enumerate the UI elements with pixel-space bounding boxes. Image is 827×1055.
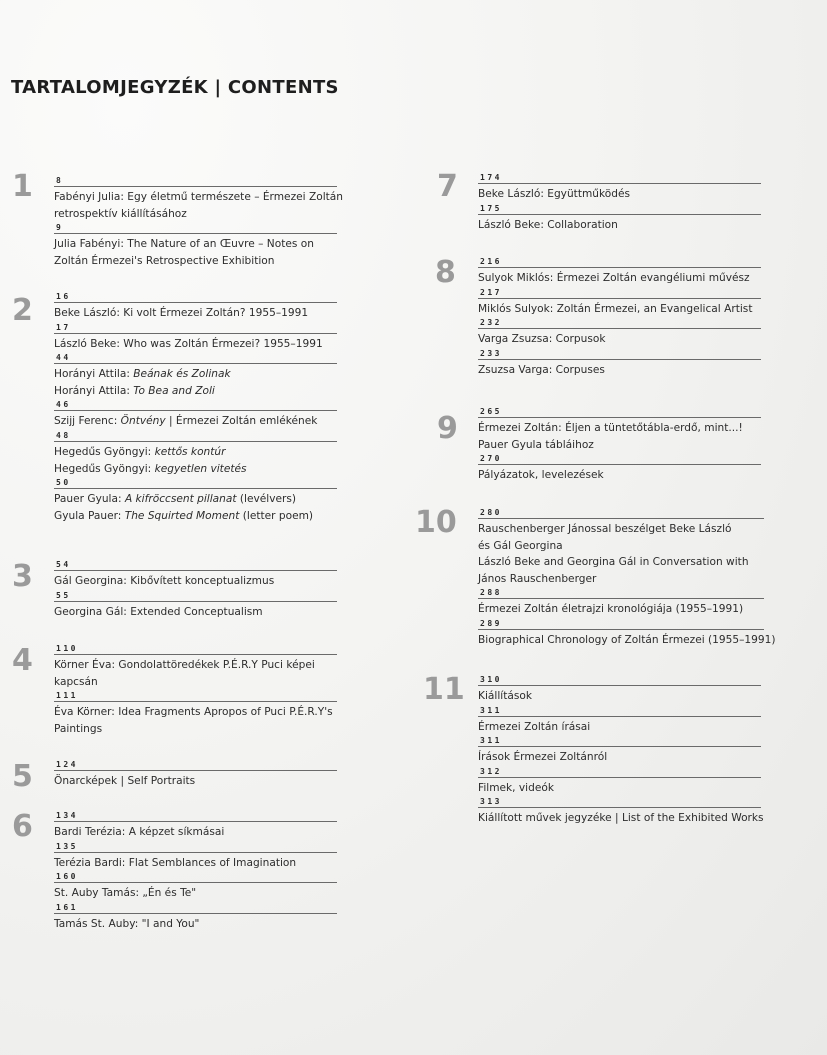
entry-title-line: Érmezei Zoltán életrajzi kronológiája (1955–1991)	[478, 603, 744, 616]
page-number: 175	[480, 203, 502, 213]
divider-rule	[54, 441, 337, 442]
entry-title-line: Zoltán Érmezei's Retrospective Exhibition	[54, 254, 275, 267]
divider-rule	[54, 821, 337, 822]
section-entries	[54, 291, 337, 524]
section-entries	[54, 759, 337, 790]
entry-title-line: és Gál Georgina	[478, 539, 563, 552]
toc-entry	[54, 352, 337, 399]
page-number: 55	[56, 590, 71, 600]
entry-title-line: Horányi Attila: To Bea and Zoli	[54, 384, 215, 397]
toc-entry	[54, 322, 337, 353]
entry-title-line: Érmezei Zoltán: Éljen a tüntetőtábla-erdő, mint...!	[478, 422, 743, 434]
page-number: 217	[480, 287, 502, 297]
toc-entry	[54, 590, 337, 621]
section-number: 8	[435, 255, 456, 290]
entry-title-line: Tamás St. Auby: "I and You"	[54, 917, 200, 930]
page-number: 16	[56, 292, 71, 301]
page-number: 311	[480, 705, 502, 715]
entry-title-line: Írások Érmezei Zoltánról	[478, 751, 608, 764]
page-number: 216	[480, 257, 502, 266]
page-number: 44	[56, 353, 71, 363]
section-number: 5	[12, 759, 33, 794]
entry-title-line: St. Auby Tamás: „Én és Te"	[54, 887, 197, 900]
entry-title-line: Julia Fabényi: The Nature of an Œuvre – Notes on	[54, 238, 314, 251]
toc-entry	[478, 766, 761, 797]
divider-rule	[54, 233, 337, 234]
divider-rule	[54, 570, 337, 571]
entry-title-line: Gál Georgina: Kibővített konceptualizmus	[54, 575, 275, 587]
toc-entry	[54, 810, 337, 841]
entry-title-line: Hegedűs Gyöngyi: kegyetlen vitetés	[54, 462, 247, 475]
page-number: 311	[480, 736, 502, 746]
entry-title-line: Zsuzsa Varga: Corpuses	[478, 363, 605, 376]
page-number: 161	[56, 902, 78, 912]
entry-title-line: retrospektív kiállításához	[54, 207, 187, 220]
toc-entry	[54, 643, 337, 690]
entry-title-line: Éva Körner: Idea Fragments Apropos of Puci P.É.R.Y's	[54, 706, 333, 719]
entry-title-line: Gyula Pauer: The Squirted Moment (letter poem)	[54, 509, 314, 522]
entry-title-line: Varga Zsuzsa: Corpusok	[478, 333, 606, 346]
divider-rule	[478, 417, 761, 418]
divider-rule	[478, 685, 761, 686]
page-number: 50	[56, 478, 71, 488]
page-number: 280	[480, 508, 502, 517]
page-title: TARTALOMJEGYZÉK | CONTENTS	[11, 77, 339, 98]
page-number: 288	[480, 588, 502, 598]
divider-rule	[478, 777, 761, 778]
divider-rule	[54, 302, 337, 303]
divider-rule	[54, 488, 337, 489]
toc-entry	[54, 399, 337, 430]
page-number: 46	[56, 400, 71, 410]
divider-rule	[478, 359, 761, 360]
toc-entry	[54, 871, 337, 902]
entry-title-line: Beke László: Ki volt Érmezei Zoltán? 1955–1991	[54, 307, 309, 319]
toc-entry	[54, 291, 337, 322]
toc-entry	[478, 287, 761, 318]
entry-title-line: Érmezei Zoltán írásai	[478, 720, 591, 733]
page-number: 270	[480, 454, 502, 464]
page-number: 313	[480, 797, 502, 807]
page-number: 135	[56, 841, 78, 851]
toc-entry	[54, 477, 337, 524]
entry-title-line: Miklós Sulyok: Zoltán Érmezei, an Evangelical Artist	[478, 302, 753, 315]
entry-title-line: Hegedűs Gyöngyi: kettős kontúr	[54, 445, 226, 458]
toc-entry	[478, 317, 761, 348]
entry-title-line: János Rauschenberger	[478, 572, 597, 585]
divider-rule	[54, 882, 337, 883]
entry-title-line: Kiállítások	[478, 690, 532, 702]
divider-rule	[478, 716, 761, 717]
page-number: 134	[56, 811, 78, 820]
entry-title-line: Biographical Chronology of Zoltán Érmezei (1955–1991)	[478, 633, 776, 646]
page-number: 289	[480, 618, 502, 628]
toc-entry	[478, 735, 761, 766]
toc-entry	[54, 430, 337, 477]
page-number: 8	[56, 176, 64, 185]
entry-title-line: Önarcképek | Self Portraits	[54, 775, 196, 787]
divider-rule	[478, 518, 764, 519]
page-number: 110	[56, 644, 78, 653]
entry-title-line: Sulyok Miklós: Érmezei Zoltán evangéliumi művész	[478, 272, 750, 284]
section-number: 9	[437, 411, 458, 446]
page-number: 174	[480, 173, 502, 182]
toc-entry	[54, 690, 337, 737]
entry-title-line: Rauschenberger Jánossal beszélget Beke László	[478, 523, 732, 535]
entry-title-line: Fabényi Julia: Egy életmű természete – Érmezei Zoltán	[54, 191, 343, 203]
divider-rule	[478, 598, 764, 599]
page-number: 312	[480, 766, 502, 776]
page-number: 232	[480, 318, 502, 328]
page-number: 160	[56, 872, 78, 882]
section-entries	[478, 507, 776, 649]
toc-entry	[478, 203, 761, 234]
page-number: 17	[56, 322, 71, 332]
divider-rule	[54, 186, 337, 187]
divider-rule	[478, 807, 761, 808]
section-number: 11	[423, 672, 465, 707]
entry-title-line: Paintings	[54, 722, 103, 735]
section-entries	[478, 674, 764, 827]
entry-title-line: Beke László: Együttműködés	[478, 188, 631, 200]
page-number: 310	[480, 675, 502, 684]
section-number: 3	[12, 559, 33, 594]
divider-rule	[478, 214, 761, 215]
entry-title-line: Szijj Ferenc: Öntvény | Érmezei Zoltán emlékének	[54, 415, 318, 428]
toc-entry	[478, 348, 761, 379]
toc-entry	[478, 618, 776, 649]
section-entries	[54, 643, 337, 737]
entry-title-line: kapcsán	[54, 675, 98, 688]
page-number: 111	[56, 691, 78, 701]
section-entries	[54, 559, 337, 620]
toc-entry	[478, 406, 761, 453]
entry-title-line: Horányi Attila: Beának és Zolinak	[54, 368, 231, 381]
divider-rule	[54, 701, 337, 702]
entry-title-line: Pauer Gyula: A kifröccsent pillanat (levélvers)	[54, 493, 297, 506]
divider-rule	[478, 464, 761, 465]
divider-rule	[478, 298, 761, 299]
toc-entry	[54, 841, 337, 872]
toc-entry	[54, 902, 337, 933]
toc-entry	[478, 587, 764, 618]
toc-entry	[54, 759, 337, 790]
page-number: 9	[56, 223, 64, 233]
divider-rule	[478, 328, 761, 329]
page-number: 54	[56, 560, 71, 569]
toc-entry	[54, 222, 337, 269]
toc-entry	[478, 796, 764, 827]
entry-title-line: László Beke: Collaboration	[478, 218, 618, 231]
section-entries	[54, 175, 343, 269]
toc-entry	[54, 175, 343, 222]
section-number: 1	[12, 169, 33, 204]
page-number: 233	[480, 348, 502, 358]
divider-rule	[54, 601, 337, 602]
divider-rule	[54, 363, 337, 364]
entry-title-line: Bardi Terézia: A képzet síkmásai	[54, 826, 225, 838]
divider-rule	[478, 183, 761, 184]
entry-title-line: Georgina Gál: Extended Conceptualism	[54, 605, 263, 618]
page-number: 265	[480, 407, 502, 416]
divider-rule	[54, 913, 337, 914]
entry-title-line: László Beke and Georgina Gál in Conversation with	[478, 556, 749, 569]
entry-title-line: Pauer Gyula tábláihoz	[478, 438, 594, 451]
divider-rule	[478, 267, 761, 268]
section-number: 2	[12, 293, 33, 328]
divider-rule	[54, 410, 337, 411]
section-entries	[478, 172, 761, 233]
toc-entry	[54, 559, 337, 590]
section-number: 6	[12, 809, 33, 844]
toc-entry	[478, 256, 761, 287]
toc-entry	[478, 705, 761, 736]
divider-rule	[54, 333, 337, 334]
toc-entry	[478, 674, 761, 705]
entry-title-line: Pályázatok, levelezések	[478, 469, 604, 482]
section-number: 4	[12, 643, 33, 678]
toc-entry	[478, 507, 764, 587]
entry-title-line: Körner Éva: Gondolattöredékek P.É.R.Y Puci képei	[54, 659, 315, 671]
page-number: 124	[56, 760, 78, 769]
section-entries	[54, 810, 337, 932]
entry-title-line: Filmek, videók	[478, 781, 554, 794]
section-entries	[478, 406, 761, 484]
divider-rule	[478, 746, 761, 747]
section-number: 7	[437, 169, 458, 204]
divider-rule	[54, 852, 337, 853]
entry-title-line: László Beke: Who was Zoltán Érmezei? 1955–1991	[54, 337, 323, 350]
divider-rule	[478, 629, 764, 630]
entry-title-line: Terézia Bardi: Flat Semblances of Imagination	[54, 856, 297, 869]
page-number: 48	[56, 430, 71, 440]
entry-title-line: Kiállított művek jegyzéke | List of the Exhibited Works	[478, 812, 764, 825]
section-entries	[478, 256, 761, 378]
divider-rule	[54, 654, 337, 655]
section-number: 10	[415, 505, 457, 540]
divider-rule	[54, 770, 337, 771]
toc-entry	[478, 453, 761, 484]
toc-entry	[478, 172, 761, 203]
